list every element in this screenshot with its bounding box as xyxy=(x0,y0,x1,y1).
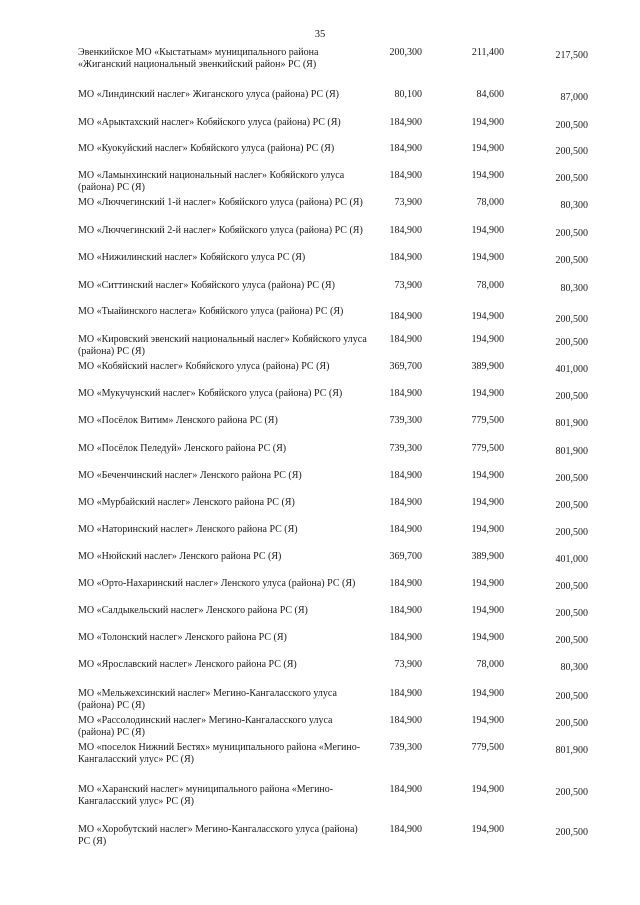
amount-v2: 211,400 xyxy=(471,47,504,58)
municipality-name: МО «Кобяйский наслег» Кобяйского улуса (района) РС (Я) xyxy=(78,361,330,372)
municipality-name: МО «Ситтинский наслег» Кобяйского улуса (района) РС (Я) xyxy=(78,280,335,291)
amount-v3: 200,500 xyxy=(555,691,588,702)
amount-v2: 78,000 xyxy=(476,659,504,670)
amount-v1: 184,900 xyxy=(389,715,422,726)
amount-v1: 184,900 xyxy=(389,524,422,535)
amount-v2: 194,900 xyxy=(471,632,504,643)
municipality-name: МО «Мельжехсинский наслег» Мегино-Кангаласского улуса (района) РС (Я) xyxy=(78,688,337,711)
amount-v3: 200,500 xyxy=(555,500,588,511)
amount-v2: 78,000 xyxy=(476,280,504,291)
amount-v2: 194,900 xyxy=(471,497,504,508)
amount-v3: 80,300 xyxy=(560,200,588,211)
amount-v1: 184,900 xyxy=(389,225,422,236)
municipality-name: МО «Арыктахский наслег» Кобяйского улуса (района) РС (Я) xyxy=(78,117,341,128)
amount-v3: 200,500 xyxy=(555,581,588,592)
amount-v3: 200,500 xyxy=(555,337,588,348)
amount-v2: 194,900 xyxy=(471,784,504,795)
amount-v1: 200,300 xyxy=(389,47,422,58)
municipality-name: МО «Беченчинский наслег» Ленского района РС (Я) xyxy=(78,470,302,481)
amount-v1: 184,900 xyxy=(389,388,422,399)
amount-v3: 801,900 xyxy=(555,418,588,429)
municipality-name: МО «Кировский эвенский национальный наслег» Кобяйского улуса (района) РС (Я) xyxy=(78,334,367,357)
amount-v2: 194,900 xyxy=(471,117,504,128)
amount-v1: 184,900 xyxy=(389,143,422,154)
municipality-name: МО «Посёлок Витим» Ленского района РС (Я) xyxy=(78,415,278,426)
amount-v2: 779,500 xyxy=(471,443,504,454)
amount-v2: 194,900 xyxy=(471,605,504,616)
amount-v3: 801,900 xyxy=(555,446,588,457)
amount-v1: 739,300 xyxy=(389,742,422,753)
amount-v3: 200,500 xyxy=(555,787,588,798)
amount-v2: 194,900 xyxy=(471,334,504,345)
municipality-name: МО «Нижилинский наслег» Кобяйского улуса РС (Я) xyxy=(78,252,306,263)
amount-v3: 217,500 xyxy=(555,50,588,61)
amount-v2: 194,900 xyxy=(471,252,504,263)
amount-v2: 194,900 xyxy=(471,524,504,535)
amount-v1: 184,900 xyxy=(389,311,422,322)
municipality-name: МО «Нюйский наслег» Ленского района РС (Я) xyxy=(78,551,282,562)
amount-v2: 194,900 xyxy=(471,388,504,399)
amount-v2: 84,600 xyxy=(476,89,504,100)
amount-v3: 80,300 xyxy=(560,662,588,673)
amount-v2: 779,500 xyxy=(471,742,504,753)
municipality-name: МО «Рассолодинский наслег» Мегино-Кангаласского улуса (района) РС (Я) xyxy=(78,715,333,738)
amount-v2: 194,900 xyxy=(471,470,504,481)
page-number: 35 xyxy=(314,29,326,40)
amount-v3: 200,500 xyxy=(555,255,588,266)
amount-v1: 184,900 xyxy=(389,252,422,263)
amount-v3: 200,500 xyxy=(555,608,588,619)
amount-v2: 194,900 xyxy=(471,225,504,236)
amount-v2: 194,900 xyxy=(471,715,504,726)
amount-v1: 73,900 xyxy=(394,280,422,291)
municipality-name: МО «Люччегинский 2-й наслег» Кобяйского улуса (района) РС (Я) xyxy=(78,225,363,236)
amount-v2: 194,900 xyxy=(471,170,504,181)
municipality-name: МО «Линдинский наслег» Жиганского улуса (района) РС (Я) xyxy=(78,89,339,100)
amount-v1: 739,300 xyxy=(389,443,422,454)
amount-v1: 184,900 xyxy=(389,688,422,699)
amount-v3: 80,300 xyxy=(560,283,588,294)
amount-v3: 200,500 xyxy=(555,228,588,239)
municipality-name: МО «Ламынхинский национальный наслег» Кобяйского улуса (района) РС (Я) xyxy=(78,170,345,193)
municipality-name: МО «Орто-Нахаринский наслег» Ленского улуса (района) РС (Я) xyxy=(78,578,356,589)
amount-v3: 200,500 xyxy=(555,146,588,157)
amount-v2: 194,900 xyxy=(471,578,504,589)
municipality-name: МО «поселок Нижний Бестях» муниципального района «Мегино-Кангаласский улус» РС (Я) xyxy=(78,742,361,765)
amount-v2: 389,900 xyxy=(471,361,504,372)
amount-v2: 389,900 xyxy=(471,551,504,562)
amount-v3: 87,000 xyxy=(560,92,588,103)
amount-v3: 200,500 xyxy=(555,635,588,646)
amount-v3: 200,500 xyxy=(555,391,588,402)
amount-v3: 200,500 xyxy=(555,173,588,184)
amount-v1: 369,700 xyxy=(389,551,422,562)
amount-v1: 184,900 xyxy=(389,497,422,508)
amount-v3: 801,900 xyxy=(555,745,588,756)
amount-v3: 200,500 xyxy=(555,120,588,131)
amount-v1: 184,900 xyxy=(389,605,422,616)
amount-v1: 80,100 xyxy=(394,89,422,100)
municipality-name: МО «Посёлок Пеледуй» Ленского района РС (Я) xyxy=(78,443,287,454)
amount-v3: 401,000 xyxy=(555,364,588,375)
amount-v3: 200,500 xyxy=(555,827,588,838)
amount-v1: 184,900 xyxy=(389,117,422,128)
amount-v3: 200,500 xyxy=(555,314,588,325)
amount-v1: 184,900 xyxy=(389,578,422,589)
amount-v1: 184,900 xyxy=(389,824,422,835)
municipality-name: МО «Мурбайский наслег» Ленского района РС (Я) xyxy=(78,497,295,508)
amount-v1: 73,900 xyxy=(394,659,422,670)
amount-v2: 194,900 xyxy=(471,143,504,154)
municipality-name: МО «Люччегинский 1-й наслег» Кобяйского улуса (района) РС (Я) xyxy=(78,197,363,208)
municipality-name: МО «Салдыкельский наслег» Ленского района РС (Я) xyxy=(78,605,308,616)
amount-v1: 184,900 xyxy=(389,334,422,345)
municipality-name: МО «Толонский наслег» Ленского района РС (Я) xyxy=(78,632,287,643)
amount-v2: 194,900 xyxy=(471,824,504,835)
amount-v2: 194,900 xyxy=(471,688,504,699)
amount-v3: 200,500 xyxy=(555,473,588,484)
municipality-name: Эвенкийское МО «Кыстатыам» муниципального района «Жиганский национальный эвенкийский район» РС (Я) xyxy=(78,47,319,70)
amount-v1: 739,300 xyxy=(389,415,422,426)
amount-v1: 184,900 xyxy=(389,632,422,643)
municipality-name: МО «Ярославский наслег» Ленского района РС (Я) xyxy=(78,659,297,670)
municipality-name: МО «Наторинский наслег» Ленского района РС (Я) xyxy=(78,524,298,535)
amount-v1: 184,900 xyxy=(389,784,422,795)
amount-v1: 73,900 xyxy=(394,197,422,208)
amount-v3: 200,500 xyxy=(555,718,588,729)
amount-v3: 401,000 xyxy=(555,554,588,565)
amount-v2: 194,900 xyxy=(471,311,504,322)
amount-v1: 184,900 xyxy=(389,170,422,181)
municipality-name: МО «Харанский наслег» муниципального района «Мегино-Кангаласский улус» РС (Я) xyxy=(78,784,334,807)
amount-v2: 78,000 xyxy=(476,197,504,208)
municipality-name: МО «Мукучунский наслег» Кобяйского улуса (района) РС (Я) xyxy=(78,388,343,399)
amount-v1: 184,900 xyxy=(389,470,422,481)
municipality-name: МО «Тыайинского наслега» Кобяйского улуса (района) РС (Я) xyxy=(78,306,344,317)
amount-v2: 779,500 xyxy=(471,415,504,426)
amount-v3: 200,500 xyxy=(555,527,588,538)
municipality-name: МО «Куокуйский наслег» Кобяйского улуса (района) РС (Я) xyxy=(78,143,335,154)
municipality-name: МО «Хоробутский наслег» Мегино-Кангаласского улуса (района) РС (Я) xyxy=(78,824,358,847)
amount-v1: 369,700 xyxy=(389,361,422,372)
